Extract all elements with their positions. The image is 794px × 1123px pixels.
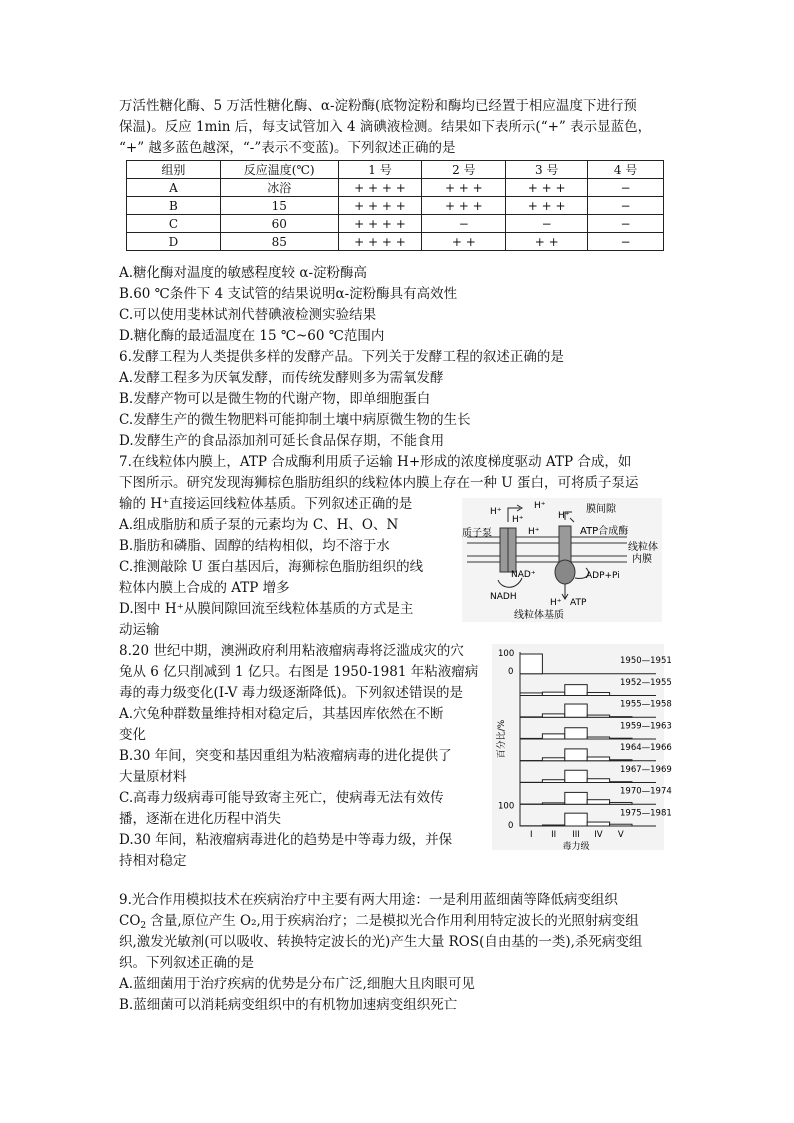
intermembrane-space-label: 膜间隙 (586, 504, 616, 515)
bar (565, 792, 587, 804)
q9-line-rest: O₂,用于疾病治疗；二是模拟光合作用利用特定波长的光照射病变组 (240, 913, 639, 929)
table-row (127, 215, 664, 233)
h-ion-label: H⁺ (512, 515, 524, 525)
bar (542, 780, 564, 783)
h-ion-label: H⁺ (490, 507, 502, 517)
q5-intro-line-3: “+” 越多蓝色越深，“-”表示不变蓝)。下列叙述正确的是 (119, 140, 456, 156)
q6-stem: 6.发酵工程为人类提供多样的发酵产品。下列关于发酵工程的叙述正确的是 (119, 349, 564, 365)
q8-option-d: D.30 年间，粘液瘤病毒进化的趋势是中等毒力级，并保 (119, 832, 453, 848)
table-cell: − (422, 215, 506, 233)
bar (565, 813, 587, 826)
q8-option-a-cont: 变化 (119, 727, 146, 743)
bar (610, 717, 632, 718)
bar (542, 803, 564, 804)
bar (542, 734, 564, 739)
q8-option-c: C.高毒力级病毒可能导致寄主死亡，使病毒无法有效传 (119, 790, 444, 806)
h-ion-label: H⁺ (528, 527, 540, 537)
table-header: 反应温度(℃) (220, 161, 338, 179)
table-header: 2 号 (422, 161, 506, 179)
q7-option-d: D.图中 H⁺从膜间隙回流至线粒体基质的方式是主 (119, 601, 414, 617)
bar (610, 802, 632, 804)
adp-label: ADP+Pi (586, 571, 620, 581)
q6-option-c: C.发酵生产的微生物肥料可能抑制土壤中病原微生物的生长 (119, 412, 471, 428)
x-tick-label: V (617, 830, 624, 840)
series-label: 1959—1963 (620, 721, 672, 732)
bar (542, 692, 564, 695)
series-label: 1952—1955 (620, 677, 672, 688)
bar (565, 749, 587, 761)
table-header: 3 号 (506, 161, 588, 179)
bar (520, 738, 542, 739)
q5-intro-line-1: 万活性糖化酶、5 万活性糖化酶、α-淀粉酶(底物淀粉和酶均已经置于相应温度下进行预 (119, 98, 637, 114)
table-cell: 冰浴 (220, 179, 338, 197)
q8-option-b-cont: 大量原材料 (119, 769, 187, 785)
q7-stem-line-3: 输的 H⁺直接运回线粒体基质。下列叙述正确的是 (119, 496, 413, 512)
co2-subscript: 2 (140, 921, 147, 931)
q9-line: 织,激发光敏剂(可以吸收、转换特定波长的光)产生大量 ROS(自由基的一类),杀死病变组 (119, 934, 643, 950)
q8-option-d-cont: 持相对稳定 (119, 853, 187, 869)
nadh-label: NADH (490, 592, 517, 602)
table-cell: A (127, 179, 221, 197)
bar (565, 704, 587, 717)
q7-option-d-cont: 动运输 (119, 622, 160, 638)
series-label: 1967—1969 (620, 764, 672, 775)
bar (587, 779, 609, 783)
y-tick-label: 0 (508, 821, 514, 831)
q8-virulence-chart (492, 644, 672, 852)
nad-label: NAD⁺ (511, 570, 536, 580)
y-tick-label: 100 (498, 801, 515, 812)
q9-line-co2 (119, 911, 639, 931)
q9-option-a: A.蓝细菌用于治疗疾病的优势是分布广泛,细胞大且肉眼可见 (119, 976, 475, 992)
table-header: 组别 (127, 161, 221, 179)
co2-rest-text: 含量,原位产生 (146, 913, 241, 929)
q8-option-a: A.穴兔种群数量维持相对稳定后，其基因库依然在不断 (119, 706, 444, 722)
table-cell: + + + (422, 179, 506, 197)
y-tick-label: 100 (498, 649, 515, 659)
bar (565, 770, 587, 782)
x-tick-label: III (572, 830, 580, 840)
q8-line: 毒的毒力级变化(I-V 毒力级逐渐降低)。下列叙述错误的是 (119, 685, 463, 701)
h-ion-label: H⁺ (534, 501, 546, 511)
series-label: 1955—1958 (620, 699, 672, 710)
table-cell: + + + (506, 179, 588, 197)
x-axis-title: 毒力级 (562, 842, 590, 852)
bar (587, 800, 609, 805)
table-cell: + + + + (338, 215, 422, 233)
q8-option-c-cont: 播，逐渐在进化历程中消失 (119, 811, 281, 827)
q9-line: 织。下列叙述正确的是 (119, 955, 254, 971)
bar (587, 822, 609, 826)
bar (610, 824, 632, 826)
proton-pump-label: 质子泵 (462, 528, 492, 539)
bar (587, 737, 609, 739)
bar (565, 728, 587, 739)
y-axis-title: 百分比/% (497, 719, 507, 759)
x-tick-label: I (529, 830, 533, 840)
inner-membrane-label: 线粒体 (628, 542, 658, 553)
q9-option-b: B.蓝细菌可以消耗病变组织中的有机物加速病变组织死亡 (119, 997, 458, 1013)
table-cell: 85 (220, 233, 338, 251)
table-cell: C (127, 215, 221, 233)
q7-option-b: B.脂肪和磷脂、固醇的结构相似，均不溶于水 (119, 538, 390, 554)
q7-stem-line-2: 下图所示。研究发现海狮棕色脂肪组织的线粒体内膜上存在一种 U 蛋白，可将质子泵运 (119, 475, 639, 491)
q8-option-b: B.30 年间，突变和基因重组为粘液瘤病毒的进化提供了 (119, 748, 452, 764)
bar (610, 738, 632, 739)
bar (587, 757, 609, 761)
q5-intro-line-2: 保温)。反应 1min 后，每支试管加入 4 滴碘液检测。结果如下表所示(“+” 表示显蓝色， (119, 119, 652, 135)
table-cell: + + + + (338, 197, 422, 215)
q5-option-a: A.糖化酶对温度的敏感程度较 α-淀粉酶高 (119, 265, 368, 281)
series-label: 1975—1981 (620, 808, 672, 819)
q5-option-c: C.可以使用斐林试剂代替碘液检测实验结果 (119, 307, 377, 323)
table-cell: + + (506, 233, 588, 251)
inner-membrane-label: 内膜 (632, 554, 652, 565)
series-label: 1964—1966 (620, 743, 672, 753)
q7-stem-line-1: 7.在线粒体内膜上，ATP 合成酶利用质子运输 H+形成的浓度梯度驱动 ATP 合成，如 (119, 454, 632, 470)
q6-option-a: A.发酵工程多为厌氧发酵，而传统发酵则多为需氧发酵 (119, 370, 444, 386)
q8-line: 8.20 世纪中期，澳洲政府利用粘液瘤病毒将泛滥成灾的穴 (119, 643, 464, 659)
table-cell: + + + (506, 197, 588, 215)
q9-line: 9.光合作用模拟技术在疾病治疗中主要有两大用途：一是利用蓝细菌等降低病变组织 (119, 892, 618, 908)
table-header: 4 号 (588, 161, 664, 179)
table-header: 1 号 (338, 161, 422, 179)
x-tick-label: IV (594, 830, 603, 840)
atp-synthase-label: ATP合成酶 (580, 526, 629, 537)
q5-option-b: B.60 ℃条件下 4 支试管的结果说明α-淀粉酶具有高效性 (119, 286, 458, 302)
table-cell: + + (422, 233, 506, 251)
table-cell: + + + + (338, 179, 422, 197)
q7-option-c: C.推测敲除 U 蛋白基因后，海狮棕色脂肪组织的线 (119, 559, 424, 575)
bar (565, 685, 587, 696)
y-tick-label: 0 (508, 666, 514, 677)
table-cell: − (588, 233, 664, 251)
bar (610, 782, 632, 783)
q7-option-a: A.组成脂肪和质子泵的元素均为 C、H、O、N (119, 517, 399, 533)
h-ion-label: H⁺ (550, 598, 562, 608)
x-tick-label: II (551, 830, 557, 840)
series-label: 1950—1951 (620, 656, 672, 666)
bar (542, 758, 564, 761)
table-row (127, 233, 664, 251)
table-row (127, 179, 664, 197)
table-cell: D (127, 233, 221, 251)
table-cell: − (588, 215, 664, 233)
table-cell: − (588, 197, 664, 215)
table-row (127, 197, 664, 215)
co2-text: CO (119, 913, 141, 929)
q7-option-c-cont: 粒体内膜上合成的 ATP 增多 (119, 580, 290, 596)
table-header-row (127, 161, 664, 179)
bar (520, 654, 542, 674)
matrix-label: 线粒体基质 (514, 610, 564, 621)
bar (610, 760, 632, 761)
table-cell: − (588, 179, 664, 197)
q5-result-table (126, 160, 664, 251)
table-cell: + + + + (338, 233, 422, 251)
bar (587, 715, 609, 717)
atp-label: ATP (570, 598, 587, 608)
h-ion-label: H⁺ (558, 511, 570, 521)
q8-line: 兔从 6 亿只削减到 1 亿只。右图是 1950-1981 年粘液瘤病 (119, 664, 479, 680)
table-cell: − (506, 215, 588, 233)
q6-option-d: D.发酵生产的食品添加剂可延长食品保存期，不能食用 (119, 433, 445, 449)
table-cell: + + + (422, 197, 506, 215)
table-cell: B (127, 197, 221, 215)
q7-membrane-diagram (462, 498, 662, 622)
table-cell: 15 (220, 197, 338, 215)
table-cell: 60 (220, 215, 338, 233)
bar (542, 825, 564, 826)
bar (542, 714, 564, 717)
q6-option-b: B.发酵产物可以是微生物的代谢产物，即单细胞蛋白 (119, 391, 431, 407)
bar (587, 693, 609, 696)
series-label: 1970—1974 (620, 786, 672, 797)
bar (520, 693, 542, 696)
q5-option-d: D.糖化酶的最适温度在 15 ℃~60 ℃范围内 (119, 328, 385, 344)
